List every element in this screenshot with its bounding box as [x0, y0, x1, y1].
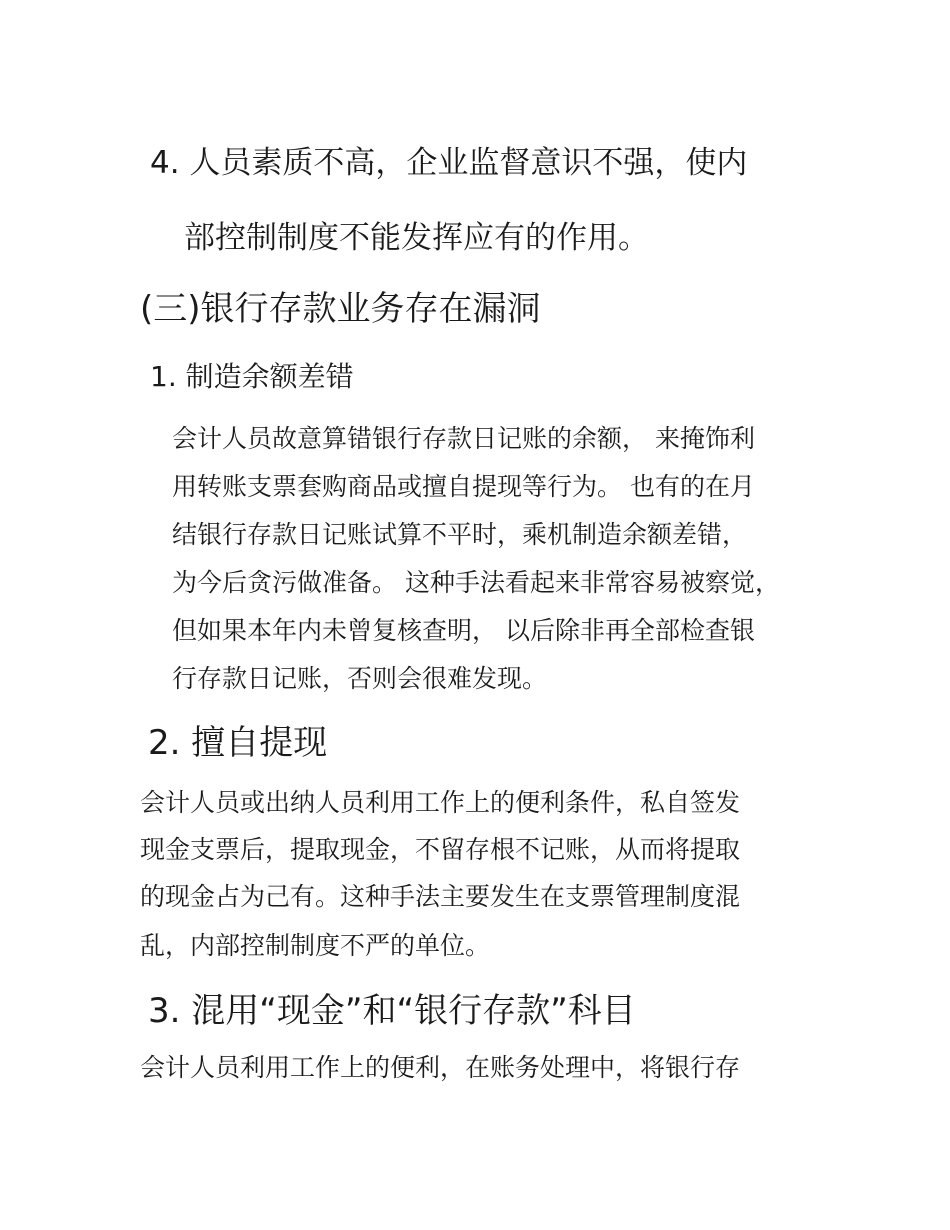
item4-line1: 4. 人员素质不高，企业监督意识不强，使内	[150, 145, 748, 181]
sub1-line: 但如果本年内未曾复核查明， 以后除非再全部检查银	[172, 616, 755, 645]
item4-line2: 部控制制度不能发挥应有的作用。	[184, 220, 649, 256]
sub2-heading: 2. 擅自提现	[148, 723, 328, 763]
sub1-line: 结银行存款日记账试算不平时，乘机制造余额差错，	[172, 520, 748, 549]
sub1-line: 用转账支票套购商品或擅自提现等行为。 也有的在月	[172, 472, 755, 501]
sub2-line: 乱，内部控制制度不严的单位。	[140, 931, 491, 960]
sub3-heading: 3. 混用“现金”和“银行存款”科目	[148, 991, 636, 1031]
sub2-line: 现金支票后，提取现金，不留存根不记账，从而将提取	[140, 835, 741, 864]
sub1-heading: 1. 制造余额差错	[150, 360, 354, 393]
sub2-line: 会计人员或出纳人员利用工作上的便利条件，私自签发	[140, 788, 741, 817]
section3-heading: (三)银行存款业务存在漏洞	[140, 289, 541, 329]
sub1-line: 行存款日记账，否则会很难发现。	[172, 664, 548, 693]
sub2-line: 的现金占为己有。这种手法主要发生在支票管理制度混	[140, 882, 741, 911]
sub1-line: 为今后贪污做准备。 这种手法看起来非常容易被察觉，	[172, 568, 780, 597]
sub1-line: 会计人员故意算错银行存款日记账的余额， 来掩饰利	[172, 424, 755, 453]
sub3-line: 会计人员利用工作上的便利，在账务处理中，将银行存	[140, 1053, 741, 1082]
